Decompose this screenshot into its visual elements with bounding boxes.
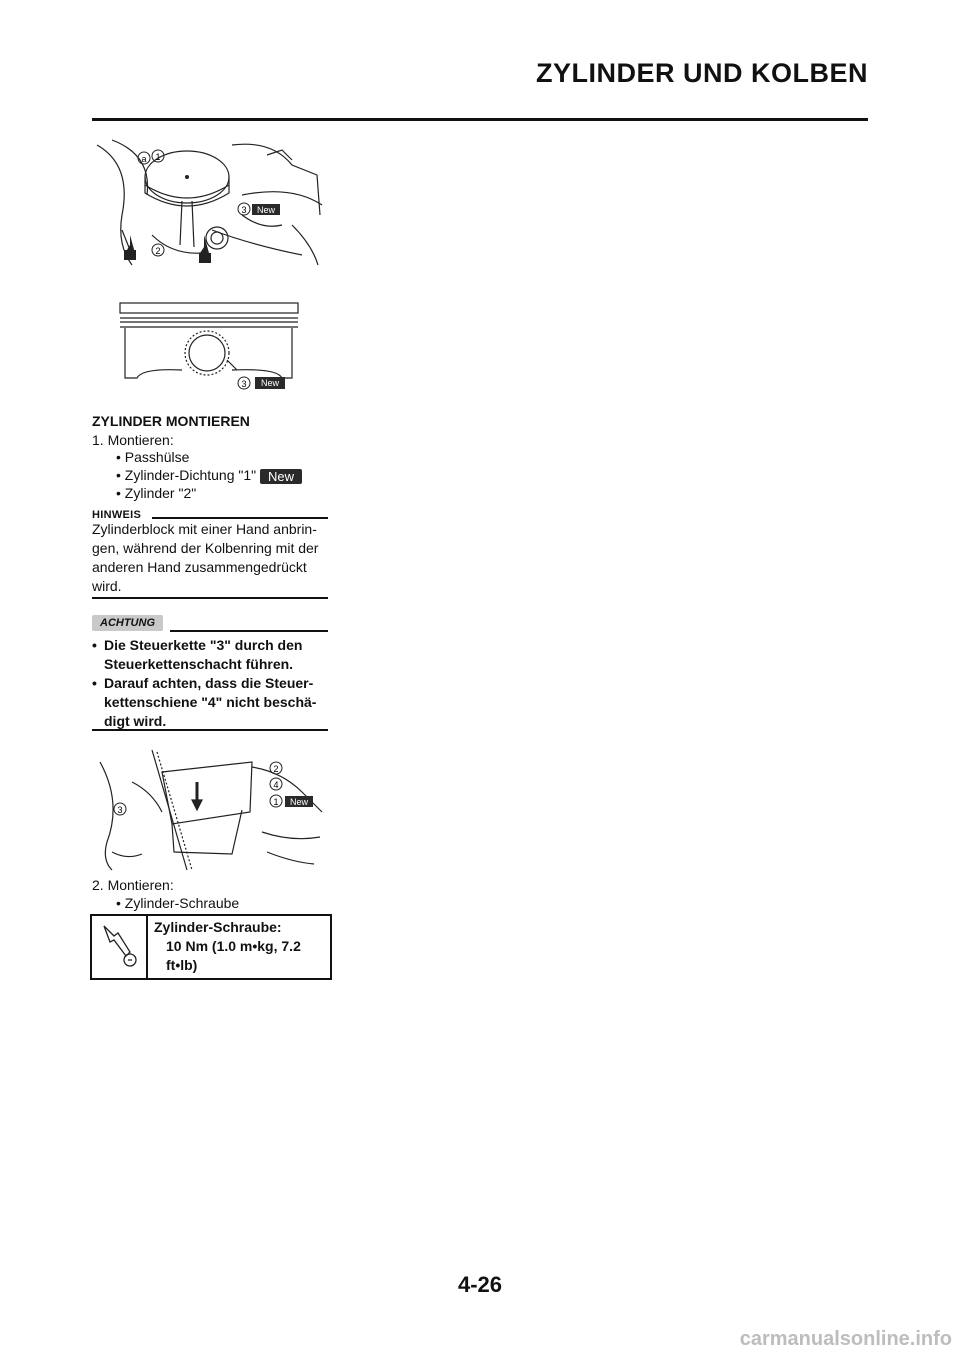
list-item: • Zylinder-Dichtung "1" New [116,466,302,485]
hinweis-line: gen, während der Kolbenring mit der [92,540,319,556]
piston-side-illustration [92,298,332,393]
torque-value: ft•lb) [166,957,198,973]
achtung-item [92,674,332,731]
achtung-line: digt wird. [104,713,167,729]
callout-2: 2 [155,246,161,256]
new-badge: New [256,205,276,215]
torque-text [154,918,301,975]
list-item: • Zylinder-Schraube [116,895,240,911]
achtung-list [92,636,332,731]
callout-a: a [141,154,147,164]
figure-cylinder-install [92,742,332,872]
piston-install-illustration [92,135,332,270]
torque-spec-box [90,914,332,980]
new-badge: New [260,378,280,388]
achtung-label: ACHTUNG [92,615,163,631]
hinweis-line: Zylinderblock mit einer Hand anbrin- [92,521,317,537]
watermark: carmanualsonline.info [739,1328,952,1350]
step-2: 2. Montieren: [92,877,174,893]
achtung-line: kettenschiene "4" nicht beschä- [104,694,317,710]
step-1: 1. Montieren: [92,432,174,448]
header-rule [92,118,868,121]
page-number: 4-26 [457,1272,503,1297]
callout-4: 4 [273,780,279,790]
list-item-text: Zylinder "2" [124,485,197,501]
achtung-item [92,636,332,674]
hinweis-rule [152,517,328,519]
list-item: • Zylinder "2" [116,485,197,501]
torque-wrench-icon [92,916,148,978]
achtung-line: • Die Steuerkette "3" durch den [104,637,303,653]
new-badge: New [260,469,302,484]
callout-3: 3 [117,805,123,815]
achtung-end-rule [92,729,328,731]
figure-piston-side [92,298,332,393]
callout-3: 3 [241,205,247,215]
page-title: ZYLINDER UND KOLBEN [536,58,868,88]
list-item-text: Passhülse [124,449,190,465]
list-item: • Passhülse [116,449,190,465]
callout-2: 2 [273,764,279,774]
achtung-rule [170,630,328,632]
callout-1: 1 [155,152,161,162]
list-item-text: Zylinder-Schraube [124,895,240,911]
hinweis-line: wird. [92,578,122,594]
list-item-text: Zylinder-Dichtung "1" [124,467,257,483]
torque-value: 10 Nm (1.0 m•kg, 7.2 [166,938,301,954]
hinweis-end-rule [92,597,328,599]
section-heading: ZYLINDER MONTIEREN [92,413,250,429]
achtung-line: Steuerkettenschacht führen. [104,656,294,672]
figure-piston-install [92,135,332,270]
achtung-line: • Darauf achten, dass die Steuer- [104,675,314,691]
torque-label: Zylinder-Schraube: [154,919,282,935]
callout-1: 1 [273,797,279,807]
hinweis-line: anderen Hand zusammengedrückt [92,559,307,575]
cylinder-install-illustration [92,742,332,872]
callout-3: 3 [241,379,247,389]
new-badge: New [289,797,309,807]
hinweis-label: HINWEIS [92,509,142,521]
